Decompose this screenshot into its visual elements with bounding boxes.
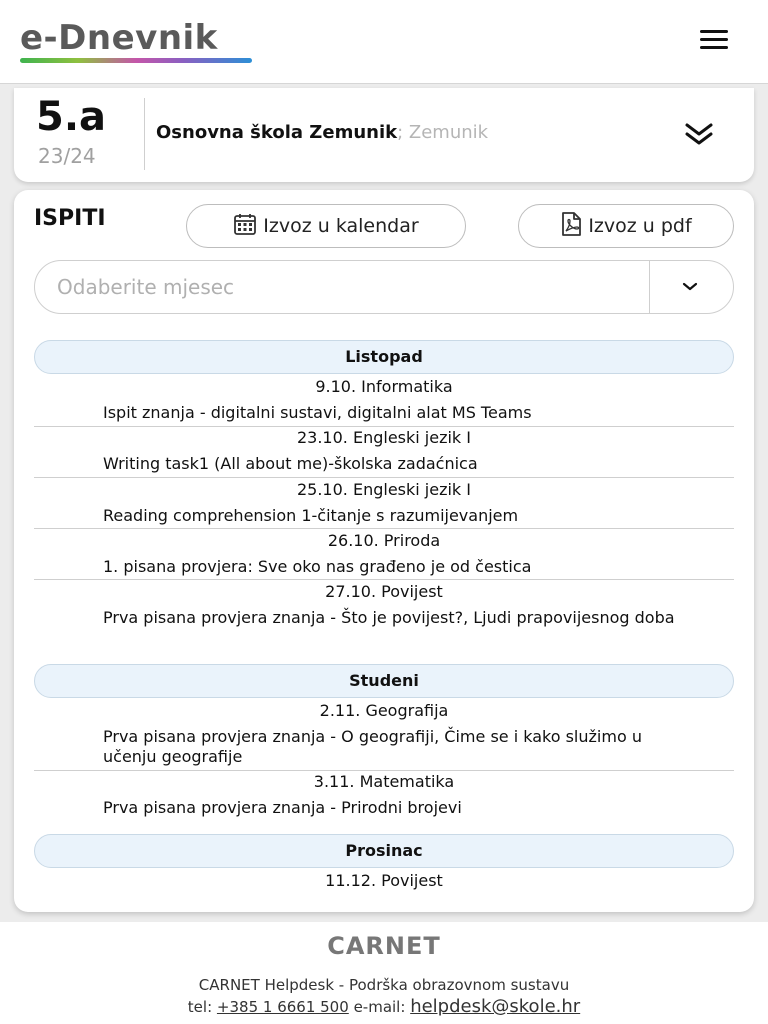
- month-select-placeholder: Odaberite mjesec: [57, 275, 235, 299]
- school-name: Osnovna škola Zemunik: [156, 122, 398, 143]
- pdf-file-icon: [560, 212, 582, 241]
- school-year: 23/24: [38, 144, 96, 168]
- exam-title: 9.10. Informatika: [315, 377, 453, 396]
- exam-item: [34, 377, 734, 423]
- email-label: e-mail:: [353, 998, 406, 1016]
- exam-title: 26.10. Priroda: [327, 531, 441, 550]
- month-select[interactable]: [34, 260, 734, 314]
- exam-description: Prva pisana provjera znanja - O geografiji, Čime se i kako služimo u učenju geografije: [103, 727, 642, 766]
- exam-title: 25.10. Engleski jezik I: [296, 480, 471, 499]
- exam-title: 3.11. Matematika: [313, 772, 455, 791]
- hamburger-menu-icon[interactable]: [700, 30, 732, 52]
- contact-line: [0, 996, 768, 1017]
- exam-item: [34, 701, 734, 767]
- exam-item: [34, 531, 734, 577]
- exam-item: [34, 871, 734, 891]
- class-card: [14, 88, 754, 182]
- month-header-studeni: Studeni: [34, 664, 734, 698]
- exam-description: Writing task1 (All about me)-školska zadaćnica: [103, 454, 478, 473]
- exam-separator: [34, 528, 734, 529]
- exam-description: Ispit znanja - digitalni sustavi, digitalni alat MS Teams: [103, 403, 532, 422]
- email-link[interactable]: helpdesk@skole.hr: [410, 996, 581, 1017]
- exam-separator: [34, 477, 734, 478]
- month-header-listopad: Listopad: [34, 340, 734, 374]
- exam-description: Prva pisana provjera znanja - Prirodni brojevi: [103, 798, 462, 817]
- phone-link[interactable]: +385 1 6661 500: [216, 998, 349, 1016]
- export-pdf-button[interactable]: [518, 204, 734, 248]
- export-calendar-label: Izvoz u kalendar: [263, 215, 419, 237]
- section-title: ISPITI: [34, 206, 106, 231]
- school-label: [156, 122, 488, 143]
- calendar-icon: [233, 213, 257, 240]
- tel-label: tel:: [187, 998, 213, 1016]
- exam-item: [34, 772, 734, 818]
- exam-item: [34, 582, 734, 628]
- app-logo[interactable]: e-Dnevnik: [20, 18, 218, 58]
- chevron-down-icon[interactable]: [675, 277, 705, 297]
- exam-separator: [34, 770, 734, 771]
- exam-title: 27.10. Povijest: [325, 582, 443, 601]
- select-divider: [649, 261, 650, 313]
- class-name: 5.a: [36, 94, 107, 140]
- carnet-logo: CARNET: [327, 932, 441, 960]
- exam-separator: [34, 426, 734, 427]
- double-chevron-down-icon[interactable]: [682, 120, 716, 150]
- top-bar: [0, 0, 768, 84]
- exam-description: Reading comprehension 1-čitanje s razumijevanjem: [103, 506, 519, 525]
- month-header-prosinac: Prosinac: [34, 834, 734, 868]
- export-calendar-button[interactable]: [186, 204, 466, 248]
- export-pdf-label: Izvoz u pdf: [588, 215, 692, 237]
- exam-item: [34, 480, 734, 526]
- exam-description: Prva pisana provjera znanja - Što je povijest?, Ljudi prapovijesnog doba: [103, 608, 675, 627]
- exam-title: 2.11. Geografija: [319, 701, 449, 720]
- exam-item: [34, 428, 734, 474]
- logo-underline: [20, 58, 252, 63]
- exam-separator: [34, 579, 734, 580]
- exams-card: [14, 190, 754, 912]
- class-divider: [144, 98, 145, 170]
- helpdesk-line: CARNET Helpdesk - Podrška obrazovnom sustavu: [198, 976, 570, 994]
- footer: [0, 922, 768, 1024]
- school-city: ; Zemunik: [397, 122, 489, 143]
- exam-title: 11.12. Povijest: [325, 871, 443, 890]
- exam-title: 23.10. Engleski jezik I: [296, 428, 471, 447]
- exam-description: 1. pisana provjera: Sve oko nas građeno je od čestica: [103, 557, 532, 576]
